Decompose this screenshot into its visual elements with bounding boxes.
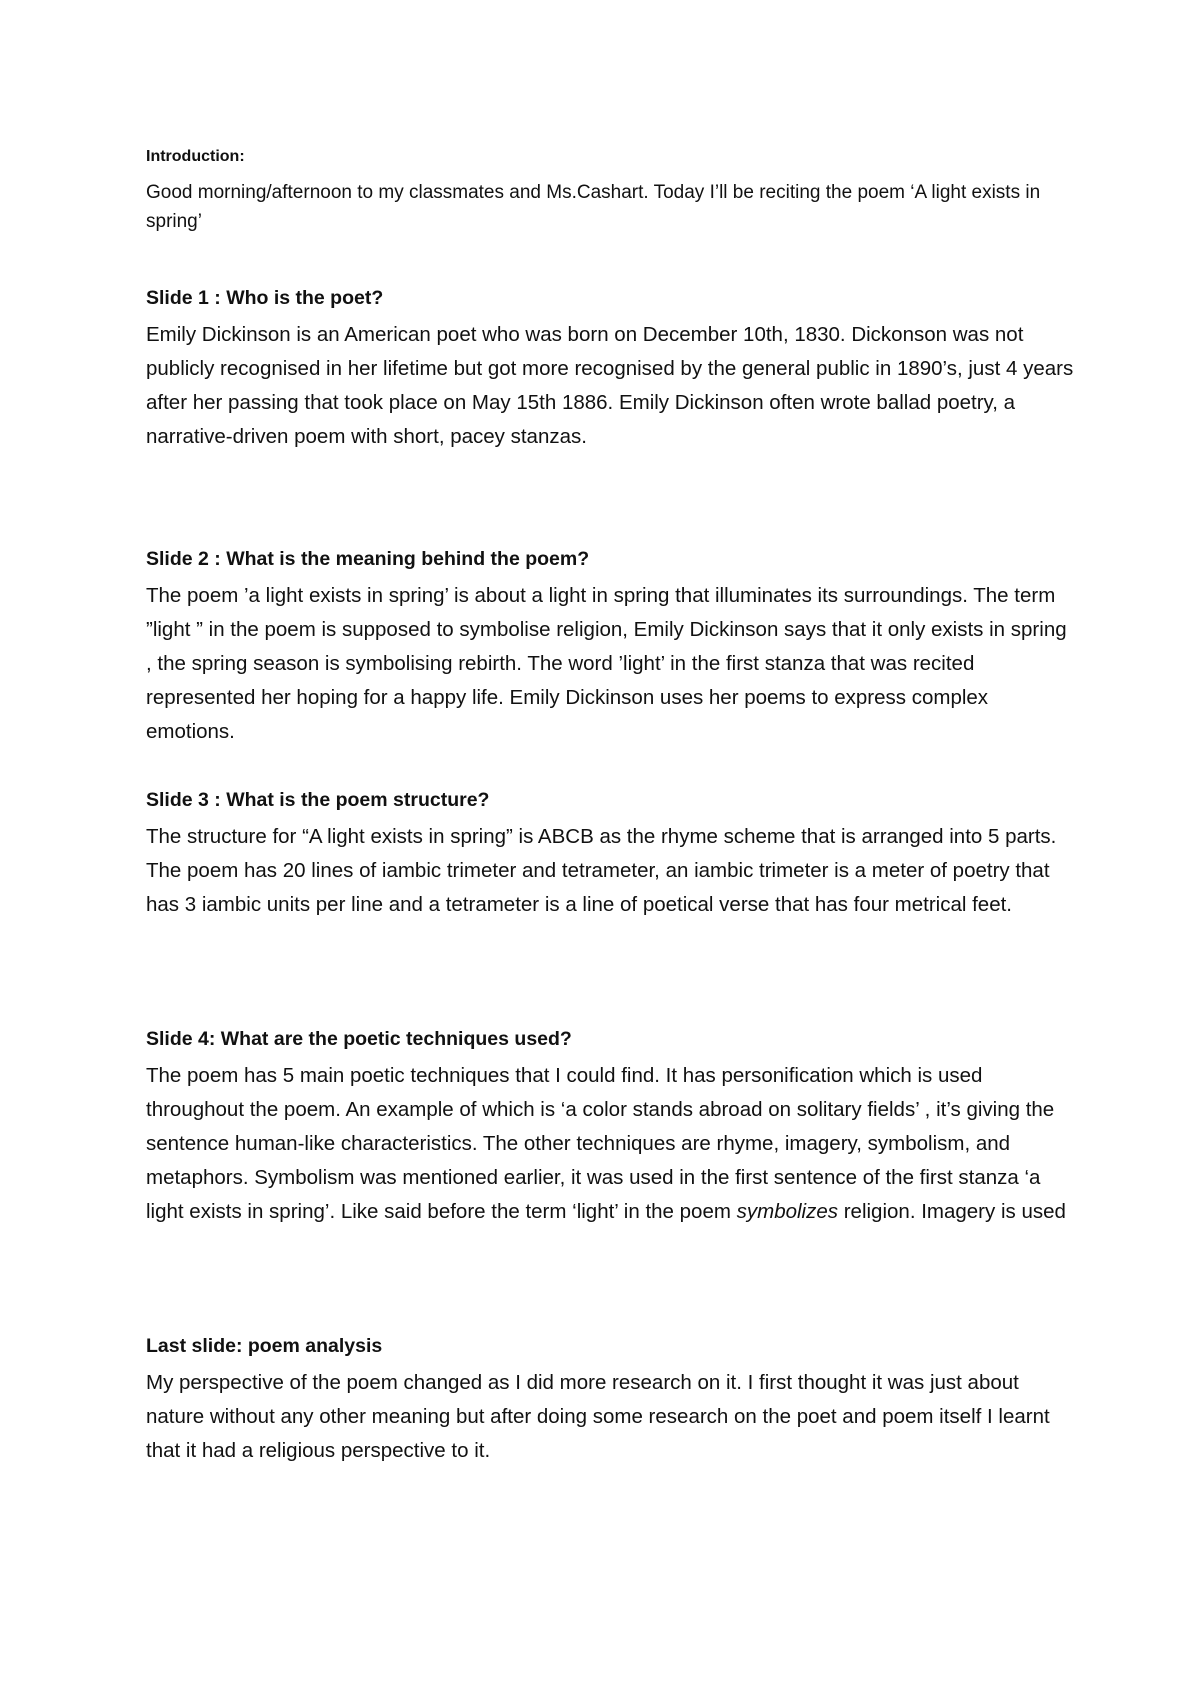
slide-4-body-text: The poem has 5 main poetic techniques that I could find. It has personification which is used throughout the poem. An example of which is ‘a color stands abroad on solitary fields’ , it’s giving the sentence human-like characteristics. The other techniques are rhyme, imagery, symbolism, and metaphors. Symbolism was mentioned earlier, it was used in the first sentence of the first stanza ‘a light exists in spring’. Like said before the term ‘light’ in the poem bbox=[146, 1064, 1055, 1223]
slide-4-body-end: religion. Imagery is used bbox=[843, 1200, 1066, 1223]
last-slide-body: My perspective of the poem changed as I did more research on it. I first thought it was just about nature without any other meaning but after doing some research on the poet and poem itself I learnt that it had a religious perspective to it. bbox=[146, 1371, 1050, 1462]
slide-3-body: The structure for “A light exists in spring” is ABCB as the rhyme scheme that is arranged into 5 parts. The poem has 20 lines of iambic trimeter and tetrameter, an iambic trimeter is a meter of poetry that has 3 iambic units per line and a tetrameter is a line of poetical verse that has four metrical feet. bbox=[146, 825, 1057, 916]
last-slide-heading: Last slide: poem analysis bbox=[146, 1335, 383, 1357]
slide-3-section bbox=[146, 786, 1076, 922]
slide-4-body bbox=[146, 1059, 1076, 1229]
slide-2-body: The poem ’a light exists in spring’ is about a light in spring that illuminates its surroundings. The term ”light ” in the poem is supposed to symbolise religion, Emily Dickinson says that it only exists in spring , the spring season is symbolising rebirth. The word ’light’ in the first stanza that was recited represented her hoping for a happy life. Emily Dickinson uses her poems to express complex emotions. bbox=[146, 584, 1067, 743]
slide-2-section bbox=[146, 545, 1076, 749]
slide-4-section bbox=[146, 1025, 1076, 1229]
introduction-heading: Introduction: bbox=[146, 148, 245, 165]
slide-4-italic-word: symbolizes bbox=[736, 1200, 839, 1223]
slide-1-heading: Slide 1 : Who is the poet? bbox=[146, 287, 384, 309]
introduction-text: Good morning/afternoon to my classmates and Ms.Cashart. Today I’ll be reciting the poem ‘A light exists in spring’ bbox=[146, 182, 1041, 232]
slide-1-section bbox=[146, 284, 1076, 454]
last-slide-section bbox=[146, 1332, 1076, 1468]
slide-3-heading: Slide 3 : What is the poem structure? bbox=[146, 789, 490, 811]
slide-1-body: Emily Dickinson is an American poet who was born on December 10th, 1830. Dickonson was not publicly recognised in her lifetime but got more recognised by the general public in 1890’s, just 4 years after her passing that took place on May 15th 1886. Emily Dickinson often wrote ballad poetry, a narrative-driven poem with short, pacey stanzas. bbox=[146, 323, 1074, 448]
slide-2-heading: Slide 2 : What is the meaning behind the poem? bbox=[146, 548, 590, 570]
slide-4-heading: Slide 4: What are the poetic techniques used? bbox=[146, 1028, 572, 1050]
